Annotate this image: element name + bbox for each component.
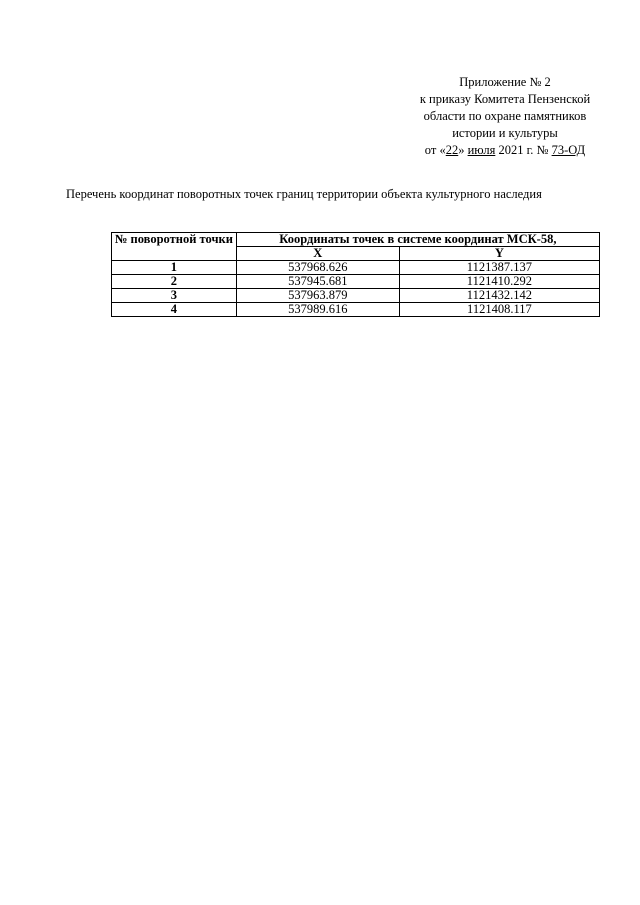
table-row bbox=[112, 261, 600, 275]
header-point-number: № поворотной точки bbox=[112, 233, 237, 261]
coord-x: 537968.626 bbox=[236, 261, 399, 275]
document-title: Перечень координат поворотных точек границ территории объекта культурного наследия bbox=[66, 187, 542, 201]
appendix-line-4: истории и культуры bbox=[452, 126, 558, 140]
table-row bbox=[112, 289, 600, 303]
coordinates-table bbox=[111, 232, 600, 317]
order-number: 73-ОД bbox=[551, 143, 586, 157]
order-month: июля bbox=[467, 143, 496, 157]
appendix-line-2: к приказу Комитета Пензенской bbox=[419, 92, 591, 106]
appendix-line-3: области по охране памятников bbox=[423, 109, 587, 123]
appendix-header bbox=[400, 74, 610, 159]
coord-y: 1121410.292 bbox=[399, 275, 599, 289]
order-day: 22 bbox=[445, 143, 459, 157]
point-number: 1 bbox=[112, 261, 237, 275]
appendix-line-1: Приложение № 2 bbox=[459, 75, 551, 89]
point-number: 3 bbox=[112, 289, 237, 303]
coord-x: 537963.879 bbox=[236, 289, 399, 303]
coord-y: 1121432.142 bbox=[399, 289, 599, 303]
header-coordinates-group: Координаты точек в системе координат МСК-58, bbox=[236, 233, 599, 247]
order-date-sep: » bbox=[458, 143, 468, 157]
header-x: X bbox=[236, 247, 399, 261]
point-number: 2 bbox=[112, 275, 237, 289]
order-year-and-no: 2021 г. № bbox=[495, 143, 552, 157]
table-row bbox=[112, 303, 600, 317]
table-row bbox=[112, 275, 600, 289]
order-date-prefix: от « bbox=[424, 143, 446, 157]
coord-y: 1121408.117 bbox=[399, 303, 599, 317]
appendix-line-5 bbox=[400, 142, 610, 159]
point-number: 4 bbox=[112, 303, 237, 317]
table-header-row bbox=[112, 233, 600, 247]
header-y: Y bbox=[399, 247, 599, 261]
coord-x: 537945.681 bbox=[236, 275, 399, 289]
coord-y: 1121387.137 bbox=[399, 261, 599, 275]
coord-x: 537989.616 bbox=[236, 303, 399, 317]
